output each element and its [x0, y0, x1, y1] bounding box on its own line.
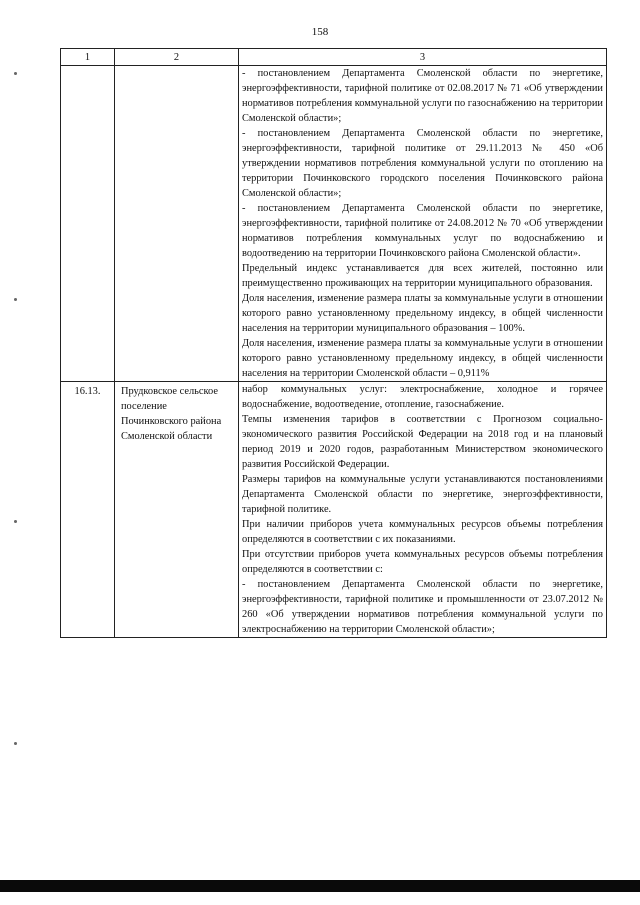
margin-mark [14, 298, 17, 301]
paragraph: набор коммунальных услуг: электроснабжение, холодное и горячее водоснабжение, водоотведение, отопление, газоснабжение. [242, 384, 603, 410]
paragraph: Размеры тарифов на коммунальные услуги устанавливаются постановлениями Департамента Смоленской области по энергетике, энергоэффективности, тарифной политике. [242, 474, 603, 515]
header-row [61, 49, 607, 66]
paragraph: - постановлением Департамента Смоленской области по энергетике, энергоэффективности, тарифной политике и промышленности от 23.07.2012 № 260 «Об утверждении нормативов потребления коммунальной услуги по электроснабжению на территории Смоленской области»; [242, 579, 603, 635]
tariff-table [60, 48, 607, 638]
page-number: 158 [311, 26, 329, 38]
paragraph: - постановлением Департамента Смоленской области по энергетике, энергоэффективности, тарифной политике от 02.08.2017 № 71 «Об утверждении нормативов потребления коммунальной услуги по газоснабжению на территории Смоленской области»; [242, 68, 603, 124]
paragraph: Доля населения, изменение размера платы за коммунальные услуги в отношении которого равно установленному предельному индексу, в общей численности населения на территории муниципального образования – 100%. [242, 293, 603, 334]
paragraph: Доля населения, изменение размера платы за коммунальные услуги в отношении которого равно установленному предельному индексу, в общей численности населения на территории Смоленской области – 0,911% [242, 338, 603, 379]
entry-municipality-name: Прудковское сельское поселение Починковского района Смоленской области [115, 382, 239, 638]
header-cell-3: 3 [239, 49, 607, 66]
paragraph: - постановлением Департамента Смоленской области по энергетике, энергоэффективности, тарифной политике от 29.11.2013 № 450 «Об утверждении нормативов потребления коммунальной услуги по отоплению на территории Починковского городского поселения Починковского района Смоленской области»; [242, 128, 603, 199]
header-cell-1: 1 [61, 49, 115, 66]
margin-mark [14, 520, 17, 523]
table-row-continuation [61, 66, 607, 382]
entry-number: 16.13. [61, 382, 115, 638]
scan-bottom-bar [0, 880, 640, 892]
table-row-16-13 [61, 382, 607, 638]
cell-empty [61, 66, 115, 382]
continuation-text [239, 66, 607, 382]
margin-mark [14, 72, 17, 75]
paragraph: - постановлением Департамента Смоленской области по энергетике, энергоэффективности, тарифной политике от 24.08.2012 № 70 «Об утверждении нормативов потребления коммунальных услуг по водоснабжению и водоотведению на территории Починковского района Смоленской области». [242, 203, 603, 259]
paragraph: При отсутствии приборов учета коммунальных ресурсов объемы потребления определяются в соответствии с: [242, 549, 603, 575]
entry-description [239, 382, 607, 638]
header-cell-2: 2 [115, 49, 239, 66]
margin-mark [14, 742, 17, 745]
paragraph: Темпы изменения тарифов в соответствии с Прогнозом социально-экономического развития Российской Федерации на 2018 год и на плановый период 2019 и 2020 годов, разработанным Министерством экономического развития Российской Федерации. [242, 414, 603, 470]
cell-empty [115, 66, 239, 382]
paragraph: Предельный индекс устанавливается для всех жителей, постоянно или преимущественно проживающих на территории муниципального образования. [242, 263, 603, 289]
paragraph: При наличии приборов учета коммунальных ресурсов объемы потребления определяются в соответствии с их показаниями. [242, 519, 603, 545]
